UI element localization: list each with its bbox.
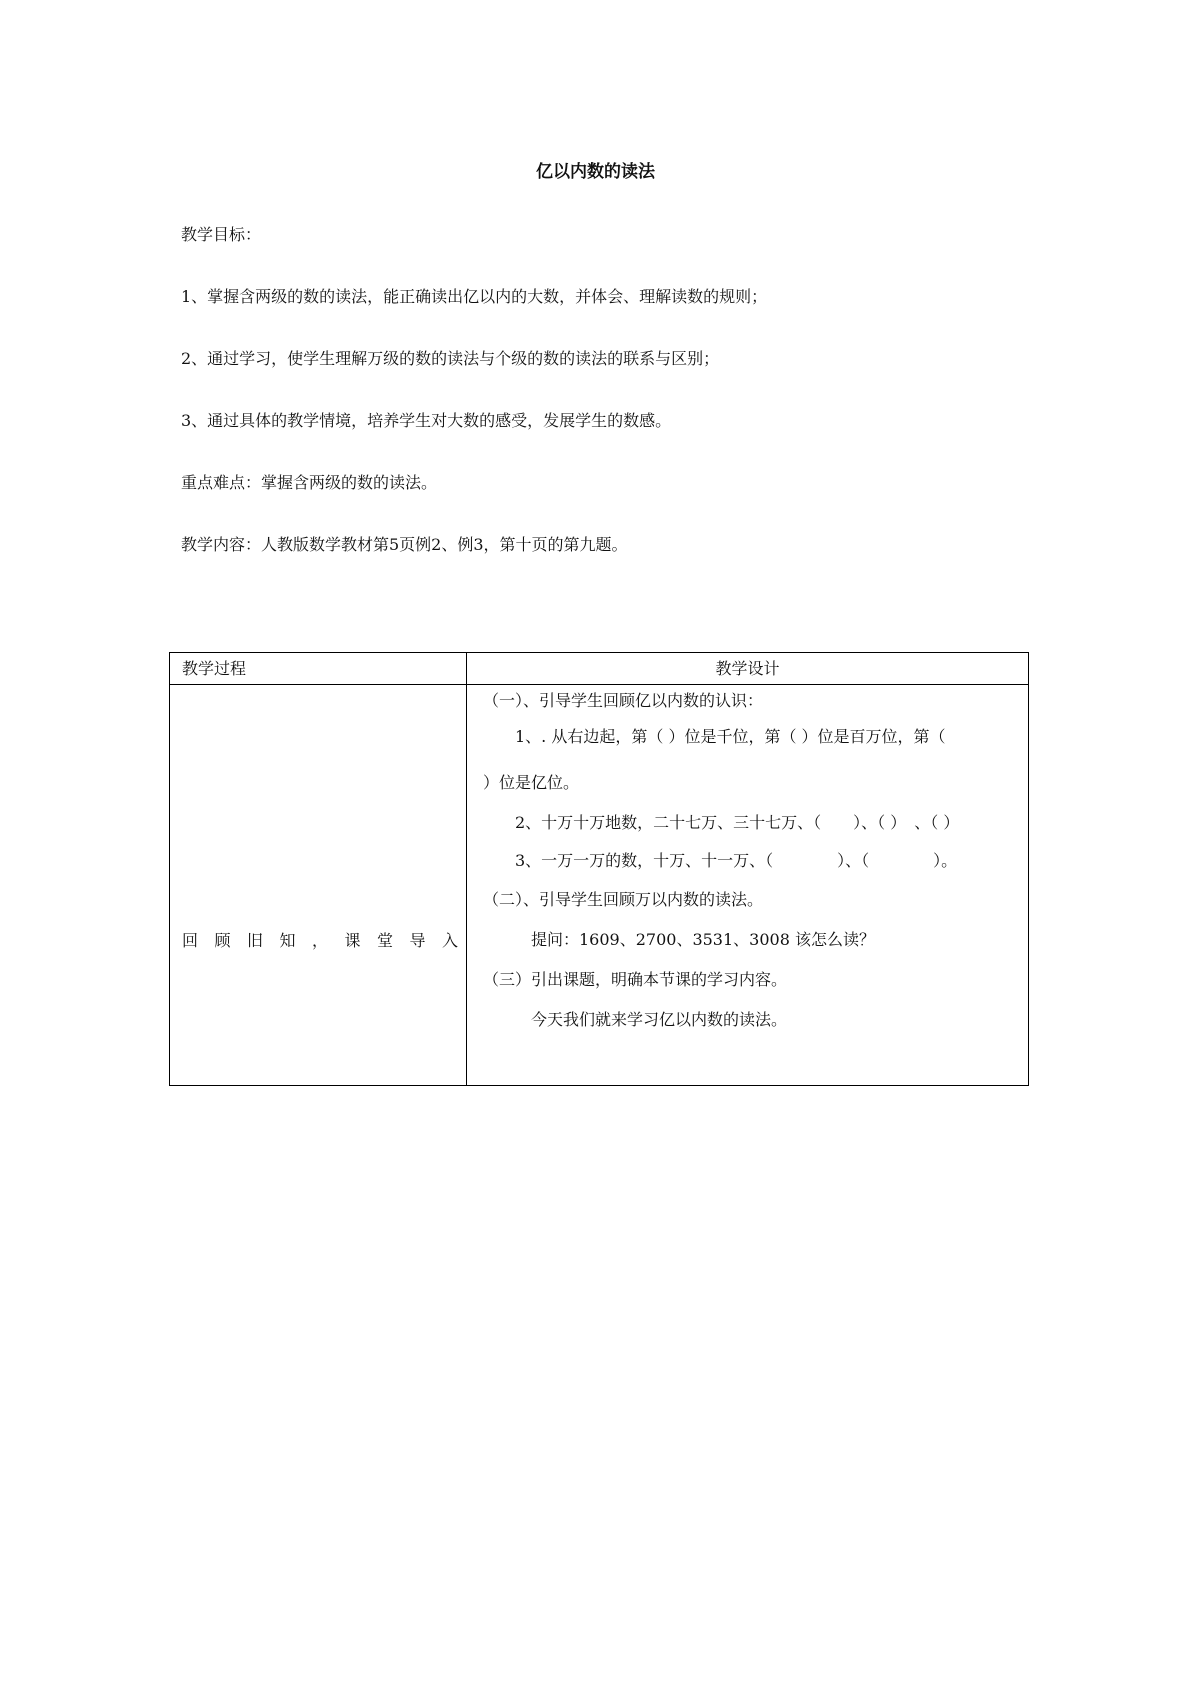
design-line: （三）引出课题，明确本节课的学习内容。	[483, 970, 788, 989]
objectives-heading: 教学目标：	[181, 225, 262, 244]
key-points: 重点难点：掌握含两级的数的读法。	[181, 473, 438, 492]
header-design: 教学设计	[467, 653, 1029, 685]
table-header-row	[170, 653, 1029, 685]
design-cell	[467, 685, 1029, 1086]
design-line: 3、一万一万的数，十万、十一万、（ ）、（ ）。	[483, 851, 958, 870]
design-line: 1、. 从右边起，第（ ）位是千位，第（ ）位是百万位，第（	[483, 727, 946, 746]
header-process: 教学过程	[170, 653, 467, 685]
design-line: ）位是亿位。	[483, 773, 580, 792]
design-line: 今天我们就来学习亿以内数的读法。	[483, 1010, 788, 1029]
design-line: （一）、引导学生回顾亿以内数的认识：	[483, 691, 764, 710]
table-row	[170, 685, 1029, 1086]
stage-cell	[170, 685, 467, 1086]
page-title: 亿以内数的读法	[536, 162, 655, 182]
objective-1: 1、掌握含两级的数的读法，能正确读出亿以内的大数，并体会、理解读数的规则；	[181, 287, 768, 306]
lesson-table	[169, 652, 1029, 1086]
objective-3: 3、通过具体的教学情境，培养学生对大数的感受，发展学生的数感。	[181, 411, 672, 430]
teaching-content: 教学内容：人教版数学教材第5页例2、例3，第十页的第九题。	[181, 535, 628, 554]
design-line: （二）、引导学生回顾万以内数的读法。	[483, 890, 764, 909]
design-line: 2、十万十万地数，二十七万、三十七万、（ ）、（ ） 、（ ）	[483, 813, 960, 832]
stage-label: 回顾旧知，课堂导入	[182, 931, 458, 950]
objective-2: 2、通过学习，使学生理解万级的数的读法与个级的数的读法的联系与区别；	[181, 349, 720, 368]
design-line: 提问：1609、2700、3531、3008 该怎么读？	[483, 930, 875, 949]
